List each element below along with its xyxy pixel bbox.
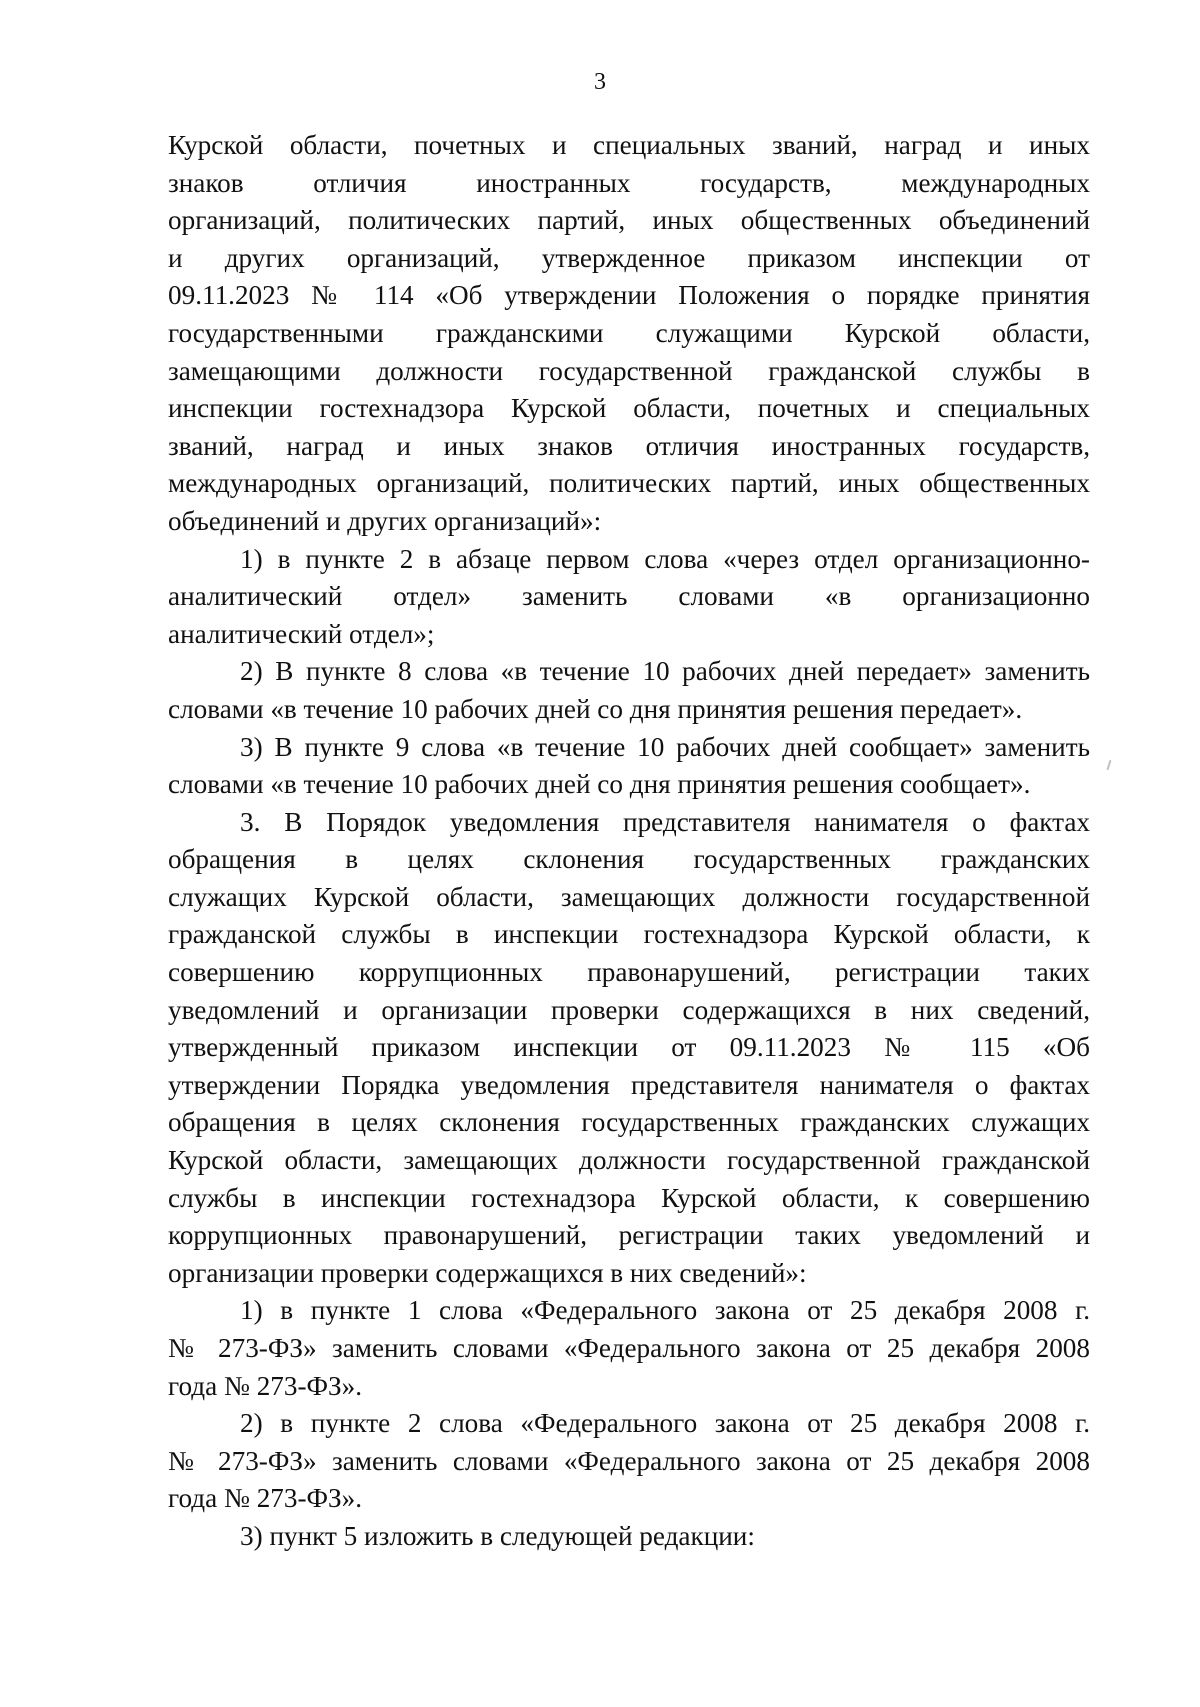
text-line: организации проверки содержащихся в них сведений»: xyxy=(168,1257,807,1288)
text-line: замещающими должности государственной гражданской службы в xyxy=(168,355,1090,386)
paragraph-section-3 xyxy=(168,804,1090,1293)
text-line: Курской области, замещающих должности государственной гражданской xyxy=(168,1145,1090,1176)
text-line: Курской области, почетных и специальных званий, наград и иных xyxy=(168,130,1090,160)
text-line: инспекции гостехнадзора Курской области, почетных и специальных xyxy=(168,393,1090,424)
text-line: коррупционных правонарушений, регистрации таких уведомлений и xyxy=(168,1220,1090,1251)
text-line: № 273-ФЗ» заменить словами «Федерального закона от 25 декабря 2008 xyxy=(168,1333,1090,1363)
text-line: обращения в целях склонения государственных гражданских служащих xyxy=(168,1107,1090,1138)
text-line: 1) в пункте 1 слова «Федерального закона от 25 декабря 2008 г. xyxy=(240,1295,1090,1326)
text-line: аналитический отдел» заменить словами «в организационно xyxy=(168,581,1090,612)
text-line: службы в инспекции гостехнадзора Курской области, к совершению xyxy=(168,1182,1090,1213)
text-line: уведомлений и организации проверки содержащихся в них сведений, xyxy=(168,994,1090,1025)
text-line: словами «в течение 10 рабочих дней со дня принятия решения сообщает». xyxy=(168,769,1031,800)
text-line: 3) В пункте 9 слова «в течение 10 рабочих дней сообщает» заменить xyxy=(240,731,1090,762)
text-line: международных организаций, политических партий, иных общественных xyxy=(168,468,1090,499)
page-number: 3 xyxy=(594,69,606,95)
paragraph-item-2-1 xyxy=(168,541,1090,654)
text-line: года № 273-ФЗ». xyxy=(168,1370,363,1401)
text-line: утверждении Порядка уведомления представителя нанимателя о фактах xyxy=(168,1069,1090,1100)
text-line: 3. В Порядок уведомления представителя нанимателя о фактах xyxy=(240,806,1090,837)
text-line: званий, наград и иных знаков отличия иностранных государств, xyxy=(168,430,1090,461)
text-line: словами «в течение 10 рабочих дней со дня принятия решения передает». xyxy=(168,693,1023,724)
text-line: 2) в пункте 2 слова «Федерального закона от 25 декабря 2008 г. xyxy=(240,1408,1090,1439)
text-line: 1) в пункте 2 в абзаце первом слова «через отдел организационно- xyxy=(240,543,1090,574)
paragraph-item-3-3 xyxy=(168,1518,1090,1556)
text-line: государственными гражданскими служащими Курской области, xyxy=(168,317,1090,348)
text-line: года № 273-ФЗ». xyxy=(168,1483,363,1514)
text-line: организаций, политических партий, иных общественных объединений xyxy=(168,205,1090,236)
text-line: 3) пункт 5 изложить в следующей редакции: xyxy=(240,1520,755,1551)
text-line: утвержденный приказом инспекции от 09.11.2023 № 115 «Об xyxy=(168,1032,1090,1063)
paragraph-item-3-2 xyxy=(168,1405,1090,1518)
text-line: 2) В пункте 8 слова «в течение 10 рабочих дней передает» заменить xyxy=(240,656,1090,687)
scan-artifact-mark xyxy=(1107,760,1112,770)
text-line: служащих Курской области, замещающих должности государственной xyxy=(168,881,1090,912)
paragraph-item-2-3 xyxy=(168,729,1090,804)
paragraph-item-2-2 xyxy=(168,653,1090,728)
paragraph-item-3-1 xyxy=(168,1292,1090,1405)
text-line: аналитический отдел»; xyxy=(168,618,435,649)
text-line: гражданской службы в инспекции гостехнадзора Курской области, к xyxy=(168,919,1090,950)
paragraph-intro xyxy=(168,127,1090,541)
text-line: и других организаций, утвержденное приказом инспекции от xyxy=(168,242,1090,273)
text-line: объединений и других организаций»: xyxy=(168,505,602,536)
text-line: 09.11.2023 № 114 «Об утверждении Положения о порядке принятия xyxy=(168,280,1090,311)
text-line: совершению коррупционных правонарушений, регистрации таких xyxy=(168,957,1090,988)
text-line: № 273-ФЗ» заменить словами «Федерального закона от 25 декабря 2008 xyxy=(168,1445,1090,1476)
document-body xyxy=(168,127,1090,1556)
text-line: знаков отличия иностранных государств, международных xyxy=(168,167,1090,198)
text-line: обращения в целях склонения государственных гражданских xyxy=(168,844,1090,875)
